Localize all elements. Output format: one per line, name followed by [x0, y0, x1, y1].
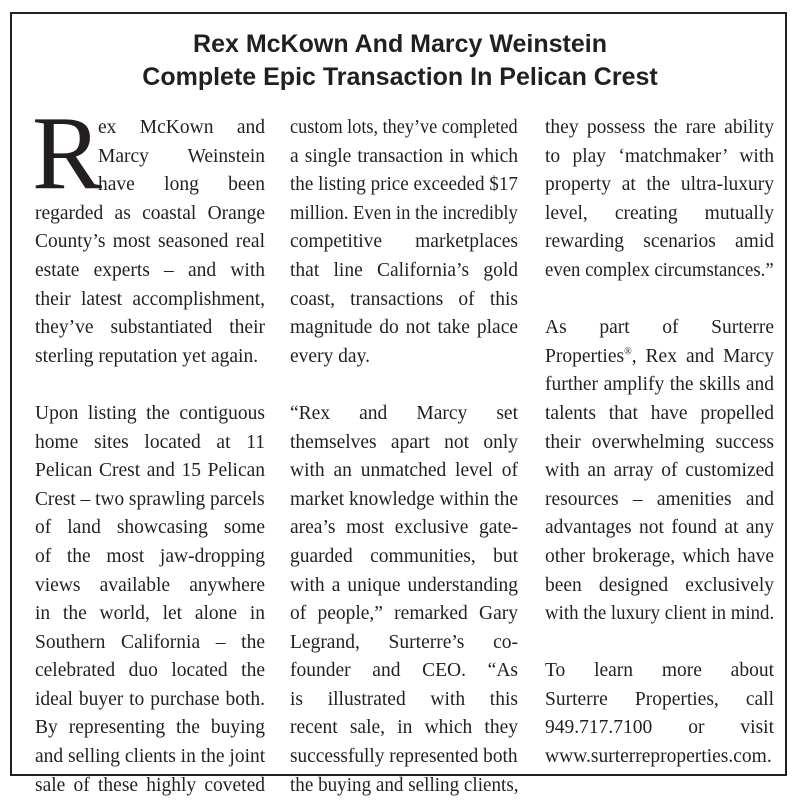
text-line: with the luxury client in mind.	[545, 603, 775, 625]
paragraph	[545, 314, 774, 629]
text-line: Pelican Crest and 15 Pelican	[35, 460, 265, 482]
text-line: been designed exclusively	[545, 574, 774, 596]
text-line: ideal buyer to purchase both.	[35, 688, 265, 710]
registered-mark: ®	[624, 346, 632, 358]
text-line: As part of Surterre	[545, 317, 774, 339]
text-line: million. Even in the incredibly	[290, 202, 518, 224]
text-line: with an array of customized	[545, 460, 774, 482]
text-line: area’s most exclusive gate-	[290, 517, 518, 539]
text-line: Marcy Weinstein	[98, 145, 265, 167]
text-line: custom lots, they’ve completed	[290, 117, 518, 138]
text-line: further amplify the skills and	[545, 374, 774, 396]
text-fragment: Properties	[545, 345, 625, 367]
text-line: sale of these highly coveted	[35, 774, 265, 796]
text-line	[545, 343, 774, 372]
paragraph	[290, 114, 518, 371]
text-line: that line California’s gold	[290, 259, 518, 281]
text-line: market knowledge within the	[290, 488, 518, 510]
text-line: sterling reputation yet again.	[35, 345, 259, 367]
text-line: in the world, let alone in	[35, 603, 265, 625]
text-line: a single transaction in which	[290, 145, 518, 167]
text-line: recent sale, in which they	[290, 717, 518, 739]
text-line: By representing the buying	[35, 717, 265, 739]
text-line: of people,” remarked Gary	[290, 603, 518, 625]
text-line: of the most jaw-dropping	[35, 545, 265, 567]
text-line: Crest – two sprawling parcels	[35, 488, 265, 510]
text-line: County’s most seasoned real	[35, 231, 265, 253]
headline-line-2: Complete Epic Transaction In Pelican Crest	[142, 63, 658, 91]
text-line: have long been	[98, 174, 265, 196]
text-line: regarded as coastal Orange	[35, 202, 265, 224]
text-line: advantages not found at any	[545, 517, 774, 539]
text-line: they possess the rare ability	[545, 117, 774, 138]
text-line: with a unique understanding	[290, 574, 518, 596]
text-line: even complex circumstances.”	[545, 259, 774, 281]
paragraph	[545, 657, 774, 771]
text-line: level, creating mutually	[545, 202, 774, 224]
text-line: Surterre Properties, call	[545, 688, 774, 710]
text-line: “Rex and Marcy set	[290, 402, 518, 424]
dropcap-block	[32, 94, 265, 211]
text-line: rewarding scenarios amid	[545, 231, 774, 253]
text-line: every day.	[290, 345, 370, 367]
text-line: 949.717.7100 or visit	[545, 717, 774, 739]
text-line: founder and CEO. “As	[290, 660, 518, 682]
text-line: their latest accomplishment,	[35, 288, 265, 310]
text-line: Legrand, Surterre’s co-	[290, 631, 518, 653]
text-line: celebrated duo located the	[35, 660, 265, 682]
text-line: successfully represented both	[290, 746, 518, 768]
text-line: Upon listing the contiguous	[35, 402, 265, 424]
text-line: the listing price exceeded $17	[290, 174, 518, 196]
text-line: property at the ultra-luxury	[545, 174, 774, 196]
column-2	[290, 114, 518, 800]
text-line: with an unmatched level of	[290, 460, 518, 482]
text-line: of land showcasing some	[35, 517, 265, 539]
text-line: other brokerage, which have	[545, 545, 774, 567]
text-line: resources – amenities and	[545, 488, 774, 510]
text-line: coast, transactions of this	[290, 288, 518, 310]
text-line: To learn more about	[545, 660, 774, 682]
text-line: talents that have propelled	[545, 402, 774, 424]
text-fragment: , Rex and Marcy	[631, 345, 774, 367]
text-line: they’ve substantiated their	[35, 317, 265, 339]
text-line: their overwhelming success	[545, 431, 774, 453]
headline	[12, 28, 788, 94]
text-line: Southern California – the	[35, 631, 265, 653]
text-line: is illustrated with this	[290, 688, 518, 710]
website-link[interactable]: www.surterreproperties.com.	[545, 746, 772, 768]
paragraph	[35, 400, 265, 800]
text-line: competitive marketplaces	[290, 231, 518, 253]
text-line: views available anywhere	[35, 574, 265, 596]
text-line: home sites located at 11	[35, 431, 265, 453]
paragraph	[290, 400, 518, 800]
text-line: the buying and selling clients,	[290, 774, 519, 796]
column-3	[545, 114, 774, 772]
text-line: themselves apart not only	[290, 431, 518, 453]
text-line: and selling clients in the joint	[35, 746, 266, 768]
headline-line-1: Rex McKown And Marcy Weinstein	[193, 30, 607, 58]
paragraph	[545, 114, 774, 286]
drop-cap: R	[32, 94, 103, 211]
paragraph	[35, 200, 265, 372]
text-line: guarded communities, but	[290, 545, 518, 567]
text-line: ex McKown and	[98, 117, 265, 138]
column-1	[32, 94, 266, 800]
text-line: to play ‘matchmaker’ with	[545, 145, 774, 167]
text-line: magnitude do not take place	[290, 317, 518, 339]
text-line: estate experts – and with	[35, 259, 265, 281]
